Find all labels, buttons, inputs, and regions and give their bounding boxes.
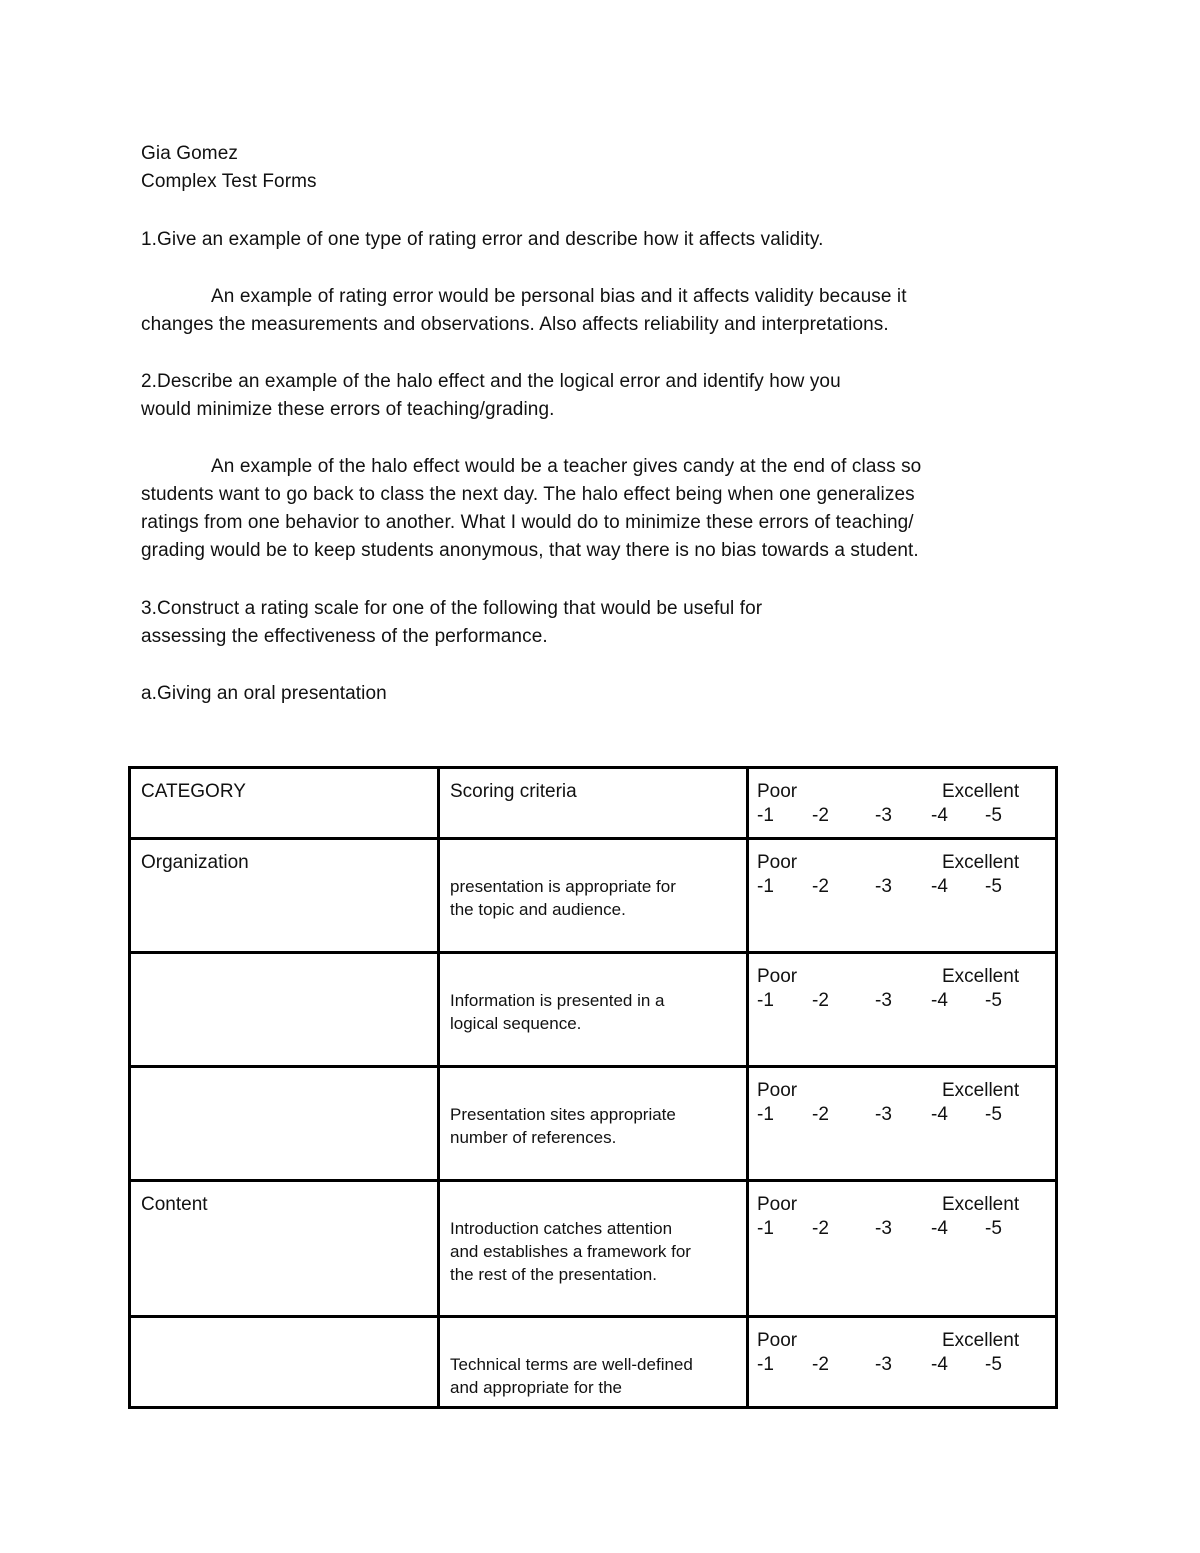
criteria-line: number of references. bbox=[450, 1128, 617, 1147]
scale-low-label: Poor bbox=[757, 966, 798, 987]
scale-low-label: Poor bbox=[757, 781, 798, 802]
criteria-line: presentation is appropriate for bbox=[450, 877, 676, 896]
criteria-cell bbox=[439, 1181, 748, 1317]
question-3-prompt-line: 3.Construct a rating scale for one of the following that would be useful for bbox=[141, 598, 763, 619]
header-category: CATEGORY bbox=[141, 781, 246, 802]
scale-value: -2 bbox=[812, 990, 829, 1011]
scale-high-label: Excellent bbox=[942, 966, 1020, 987]
scale-low-label: Poor bbox=[757, 1080, 798, 1101]
scale-value: -5 bbox=[985, 1354, 1002, 1375]
criteria-line: logical sequence. bbox=[450, 1014, 582, 1033]
criteria-line: Technical terms are well-defined bbox=[450, 1355, 693, 1374]
criteria-text bbox=[440, 954, 746, 1035]
rating-scale bbox=[749, 1318, 1055, 1377]
category-cell bbox=[130, 839, 439, 953]
category-label bbox=[131, 1318, 437, 1329]
scale-value: -2 bbox=[812, 1104, 829, 1125]
scale-value: -3 bbox=[875, 805, 892, 826]
rating-scale bbox=[749, 1068, 1055, 1127]
scale-value: -1 bbox=[757, 876, 774, 897]
criteria-cell bbox=[439, 1317, 748, 1408]
scale-value: -1 bbox=[757, 1218, 774, 1239]
rating-scale-table bbox=[128, 766, 1058, 1409]
scale-high-label: Excellent bbox=[942, 852, 1020, 873]
table-header-row bbox=[130, 768, 1057, 839]
scale-high-label: Excellent bbox=[942, 1330, 1020, 1351]
category-label: Content bbox=[141, 1194, 208, 1215]
criteria-line: Introduction catches attention bbox=[450, 1219, 673, 1238]
question-2-prompt-line: 2.Describe an example of the halo effect and the logical error and identify how you bbox=[141, 371, 841, 392]
criteria-line: the rest of the presentation. bbox=[450, 1265, 657, 1284]
table-row bbox=[130, 839, 1057, 953]
assignment-title: Complex Test Forms bbox=[141, 171, 317, 192]
category-cell bbox=[130, 1067, 439, 1181]
header-cell-criteria bbox=[439, 768, 748, 839]
scale-value: -5 bbox=[985, 1104, 1002, 1125]
scale-value: -1 bbox=[757, 1354, 774, 1375]
scale-value: -5 bbox=[985, 876, 1002, 897]
header-cell-scale bbox=[748, 768, 1057, 839]
scale-cell bbox=[748, 1181, 1057, 1317]
criteria-line: and appropriate for the bbox=[450, 1378, 623, 1397]
criteria-line: the topic and audience. bbox=[450, 900, 626, 919]
question-1-answer-line: changes the measurements and observations. Also affects reliability and interpretations. bbox=[141, 314, 889, 335]
scale-low-label: Poor bbox=[757, 1194, 798, 1215]
scale-value: -3 bbox=[875, 876, 892, 897]
scale-low-label: Poor bbox=[757, 852, 798, 873]
scale-value: -4 bbox=[931, 876, 948, 897]
scale-value: -2 bbox=[812, 805, 829, 826]
scale-value: -4 bbox=[931, 805, 948, 826]
scale-value: -4 bbox=[931, 1354, 948, 1375]
question-3-prompt-line: assessing the effectiveness of the performance. bbox=[141, 626, 548, 647]
scale-value: -3 bbox=[875, 1104, 892, 1125]
scale-value: -3 bbox=[875, 1354, 892, 1375]
rating-scale bbox=[749, 840, 1055, 899]
scale-high-label: Excellent bbox=[942, 781, 1020, 802]
question-2-answer-line: grading would be to keep students anonymous, that way there is no bias towards a student. bbox=[141, 540, 919, 561]
scale-value: -2 bbox=[812, 876, 829, 897]
scale-value: -2 bbox=[812, 1354, 829, 1375]
criteria-line: Information is presented in a bbox=[450, 991, 665, 1010]
scale-value: -5 bbox=[985, 990, 1002, 1011]
question-2-answer-line: ratings from one behavior to another. What I would do to minimize these errors of teaching/ bbox=[141, 512, 914, 533]
criteria-line: and establishes a framework for bbox=[450, 1242, 691, 1261]
criteria-text bbox=[440, 1182, 746, 1286]
scale-high-label: Excellent bbox=[942, 1080, 1020, 1101]
rating-scale bbox=[749, 954, 1055, 1013]
scale-value: -5 bbox=[985, 805, 1002, 826]
question-1-answer-line: An example of rating error would be personal bias and it affects validity because it bbox=[211, 286, 907, 307]
criteria-cell bbox=[439, 953, 748, 1067]
scale-high-label: Excellent bbox=[942, 1194, 1020, 1215]
table-row bbox=[130, 1317, 1057, 1408]
criteria-text bbox=[440, 840, 746, 921]
rating-scale bbox=[749, 769, 1055, 828]
table-row bbox=[130, 1181, 1057, 1317]
scale-value: -4 bbox=[931, 990, 948, 1011]
scale-cell bbox=[748, 1317, 1057, 1408]
criteria-text bbox=[440, 1318, 746, 1399]
scale-value: -2 bbox=[812, 1218, 829, 1239]
student-name: Gia Gomez bbox=[141, 143, 238, 164]
scale-low-label: Poor bbox=[757, 1330, 798, 1351]
header-criteria: Scoring criteria bbox=[450, 781, 577, 802]
category-cell bbox=[130, 953, 439, 1067]
category-label: Organization bbox=[141, 852, 249, 873]
criteria-cell bbox=[439, 839, 748, 953]
scale-value: -3 bbox=[875, 990, 892, 1011]
scale-value: -3 bbox=[875, 1218, 892, 1239]
question-2-answer-line: An example of the halo effect would be a teacher gives candy at the end of class so bbox=[211, 456, 922, 477]
scale-value: -1 bbox=[757, 990, 774, 1011]
criteria-text bbox=[440, 1068, 746, 1149]
rating-scale bbox=[749, 1182, 1055, 1241]
category-cell bbox=[130, 1317, 439, 1408]
criteria-cell bbox=[439, 1067, 748, 1181]
category-cell bbox=[130, 1181, 439, 1317]
table-row bbox=[130, 953, 1057, 1067]
scale-value: -4 bbox=[931, 1104, 948, 1125]
scale-value: -4 bbox=[931, 1218, 948, 1239]
scale-value: -1 bbox=[757, 805, 774, 826]
question-2-answer-line: students want to go back to class the next day. The halo effect being when one generalizes bbox=[141, 484, 915, 505]
question-3-sub-item: a.Giving an oral presentation bbox=[141, 683, 387, 704]
question-1-prompt: 1.Give an example of one type of rating error and describe how it affects validity. bbox=[141, 229, 824, 250]
scale-cell bbox=[748, 1067, 1057, 1181]
question-2-prompt-line: would minimize these errors of teaching/grading. bbox=[141, 399, 555, 420]
category-label bbox=[131, 954, 437, 965]
header-cell-category bbox=[130, 768, 439, 839]
category-label bbox=[131, 1068, 437, 1079]
scale-value: -1 bbox=[757, 1104, 774, 1125]
scale-value: -5 bbox=[985, 1218, 1002, 1239]
scale-cell bbox=[748, 839, 1057, 953]
scale-cell bbox=[748, 953, 1057, 1067]
table-row bbox=[130, 1067, 1057, 1181]
criteria-line: Presentation sites appropriate bbox=[450, 1105, 676, 1124]
